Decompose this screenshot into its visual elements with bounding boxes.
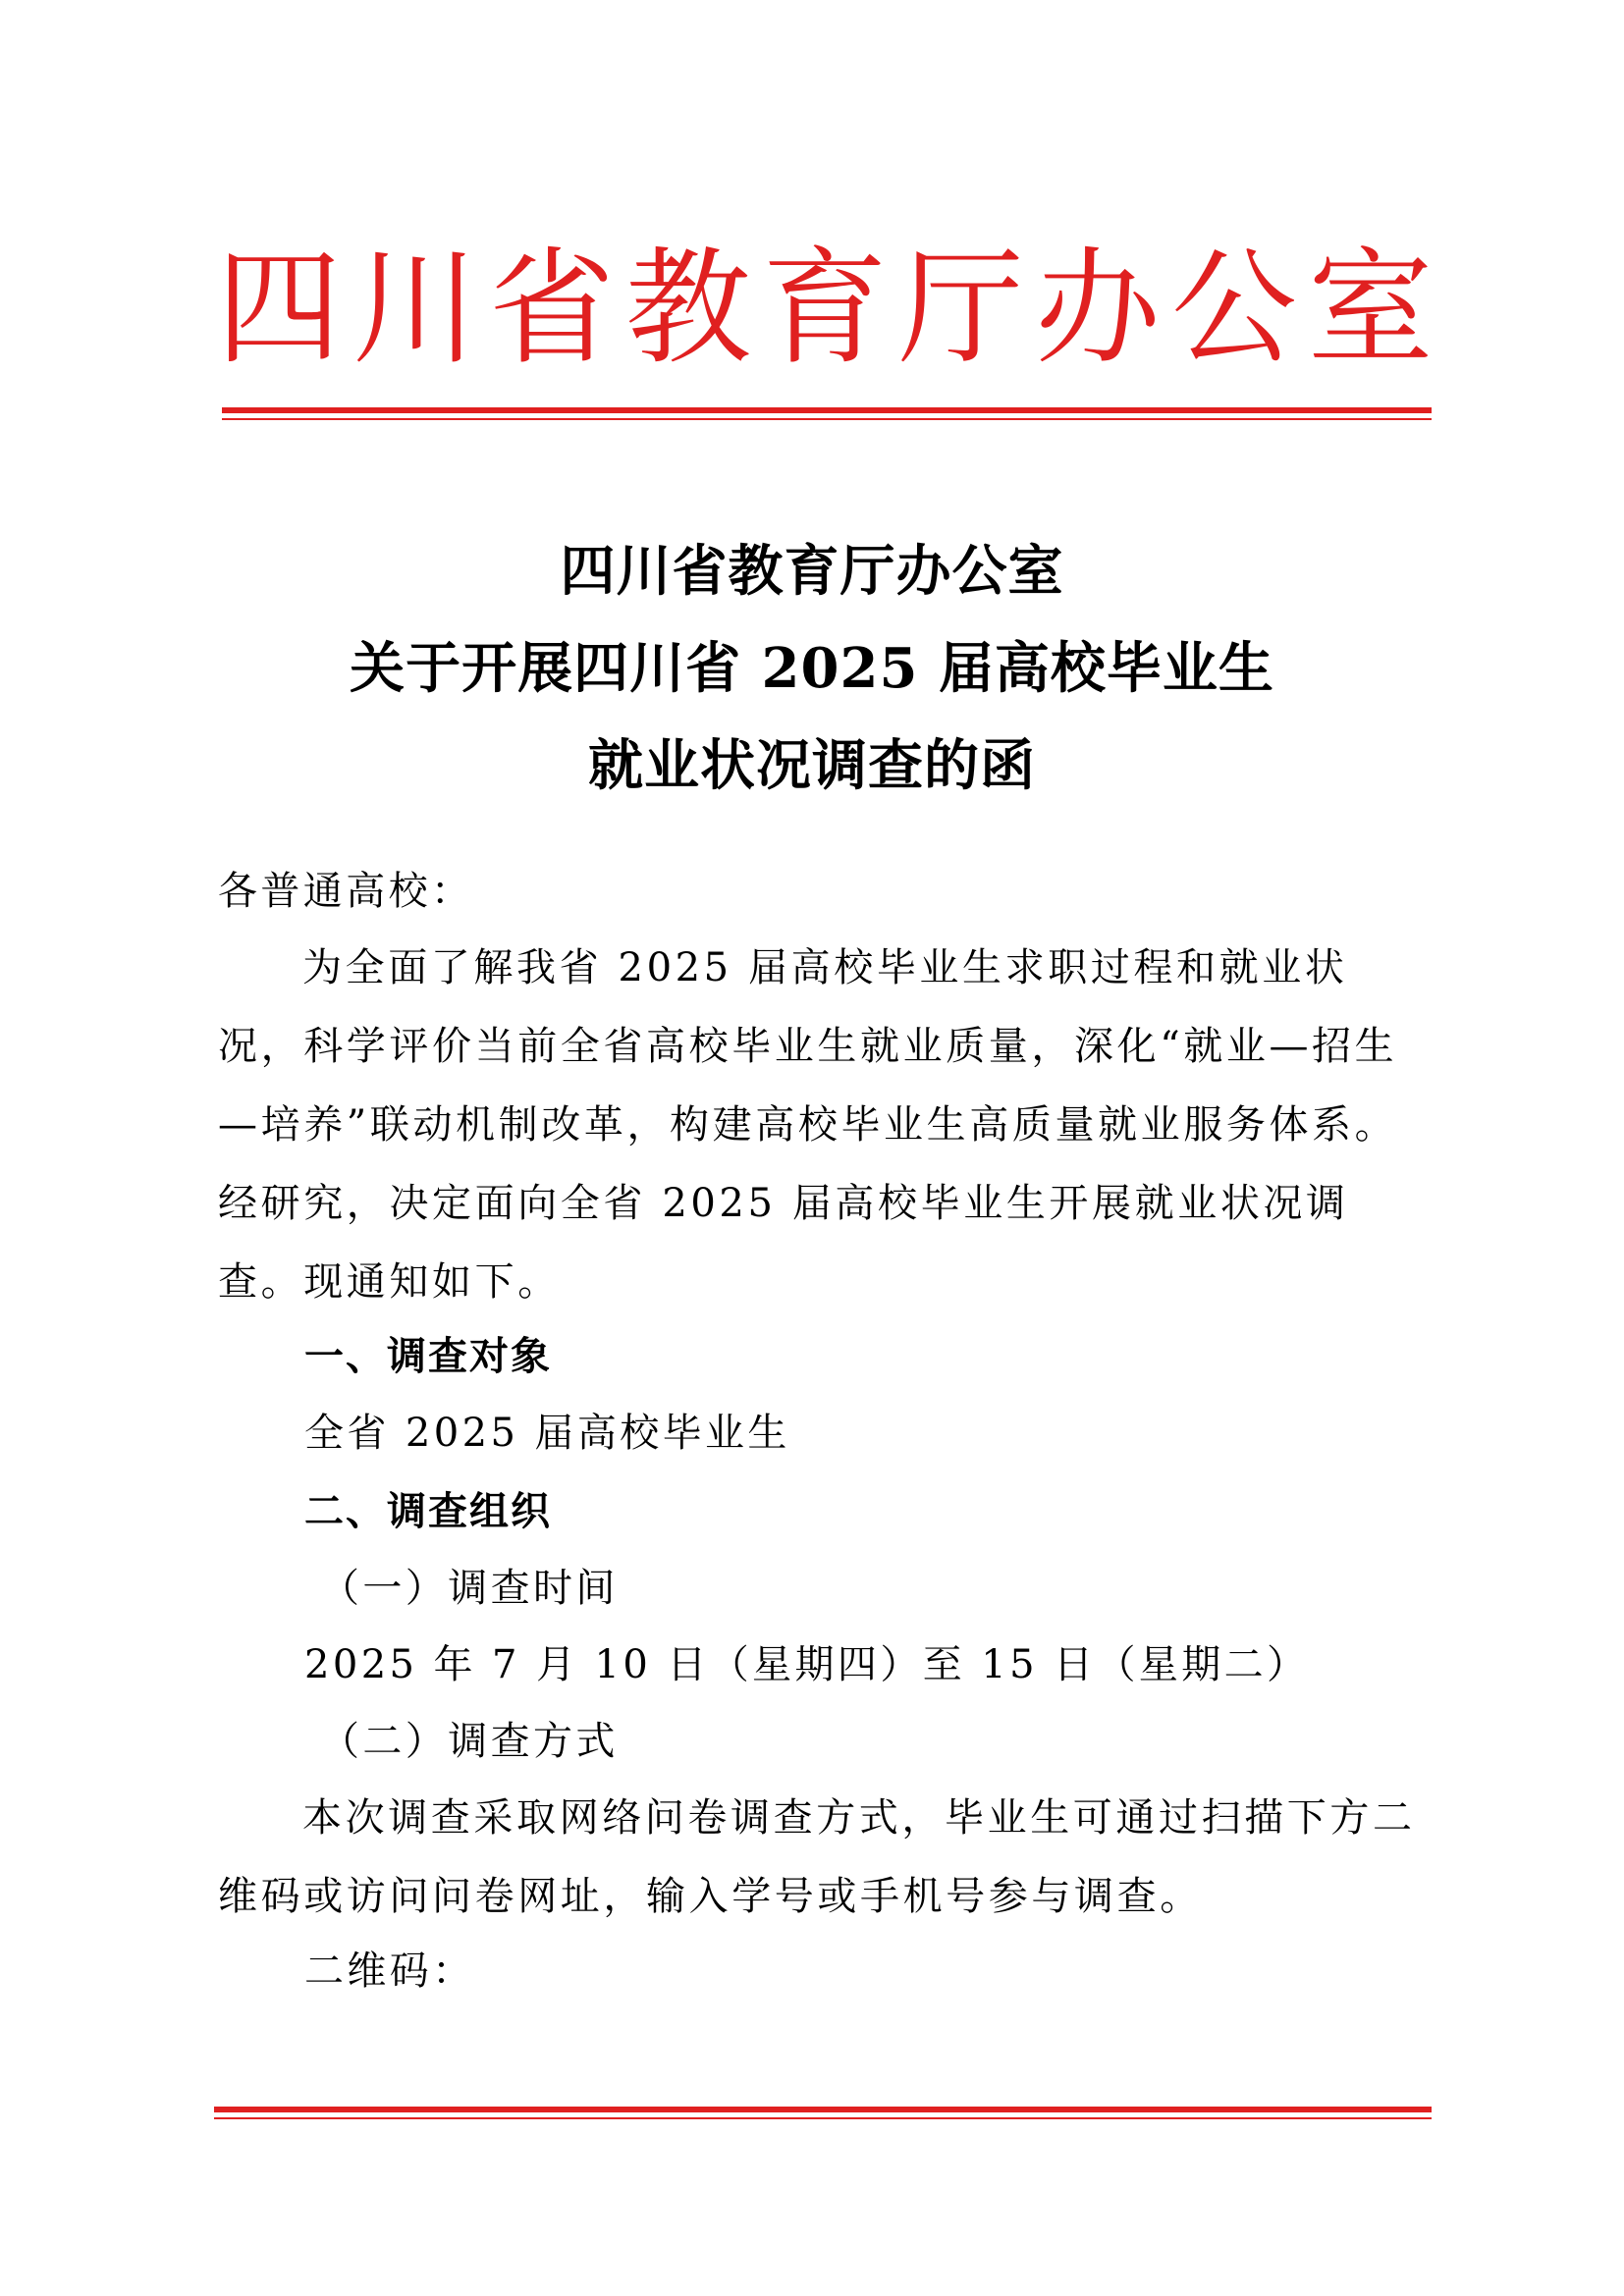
section-1-content: 全省 2025 届高校毕业生 bbox=[304, 1411, 790, 1456]
document-title-line-1: 四川省教育厅办公室 bbox=[560, 539, 1064, 604]
subsection-1-content: 2025 年 7 月 10 日（星期四）至 15 日（星期二） bbox=[304, 1642, 1310, 1687]
qr-code-label: 二维码： bbox=[304, 1949, 475, 1994]
subsection-2-content: 本次调查采取网络问卷调查方式，毕业生可通过扫描下方二维码或访问问卷网址，输入学号或手机号参与调查。 bbox=[218, 1795, 1416, 1919]
letterhead-top-red-rule bbox=[222, 407, 1432, 420]
letterhead-org-name bbox=[216, 226, 1434, 393]
subsection-2-heading: （二）调查方式 bbox=[320, 1719, 619, 1764]
footer-red-rule bbox=[214, 2107, 1432, 2119]
letterhead-char: 四 bbox=[216, 236, 343, 382]
section-2-heading: 二、调查组织 bbox=[304, 1489, 552, 1534]
salutation: 各普通高校： bbox=[218, 869, 474, 914]
letterhead-char: 川 bbox=[352, 236, 478, 382]
letterhead-char: 室 bbox=[1307, 236, 1434, 382]
letterhead-char: 省 bbox=[488, 236, 615, 382]
letterhead-char: 办 bbox=[1034, 236, 1161, 382]
document-title-line-2: 关于开展四川省 2025 届高校毕业生 bbox=[350, 636, 1274, 701]
subsection-1-heading: （一）调查时间 bbox=[320, 1566, 619, 1611]
letterhead-char: 公 bbox=[1170, 236, 1297, 382]
letterhead-char: 教 bbox=[624, 236, 751, 382]
intro-paragraph: 为全面了解我省 2025 届高校毕业生求职过程和就业状况，科学评价当前全省高校毕业生就业质量，深化“就业—招生—培养”联动机制改革，构建高校毕业生高质量就业服务体系。经研究，决定面向全省 2025 届高校毕业生开展就业状况调查。现通知如下。 bbox=[218, 945, 1398, 1305]
letterhead-char: 育 bbox=[761, 236, 888, 382]
document-title-line-3: 就业状况调查的函 bbox=[588, 733, 1036, 798]
letterhead-char: 厅 bbox=[897, 236, 1024, 382]
section-1-heading: 一、调查对象 bbox=[304, 1334, 552, 1379]
